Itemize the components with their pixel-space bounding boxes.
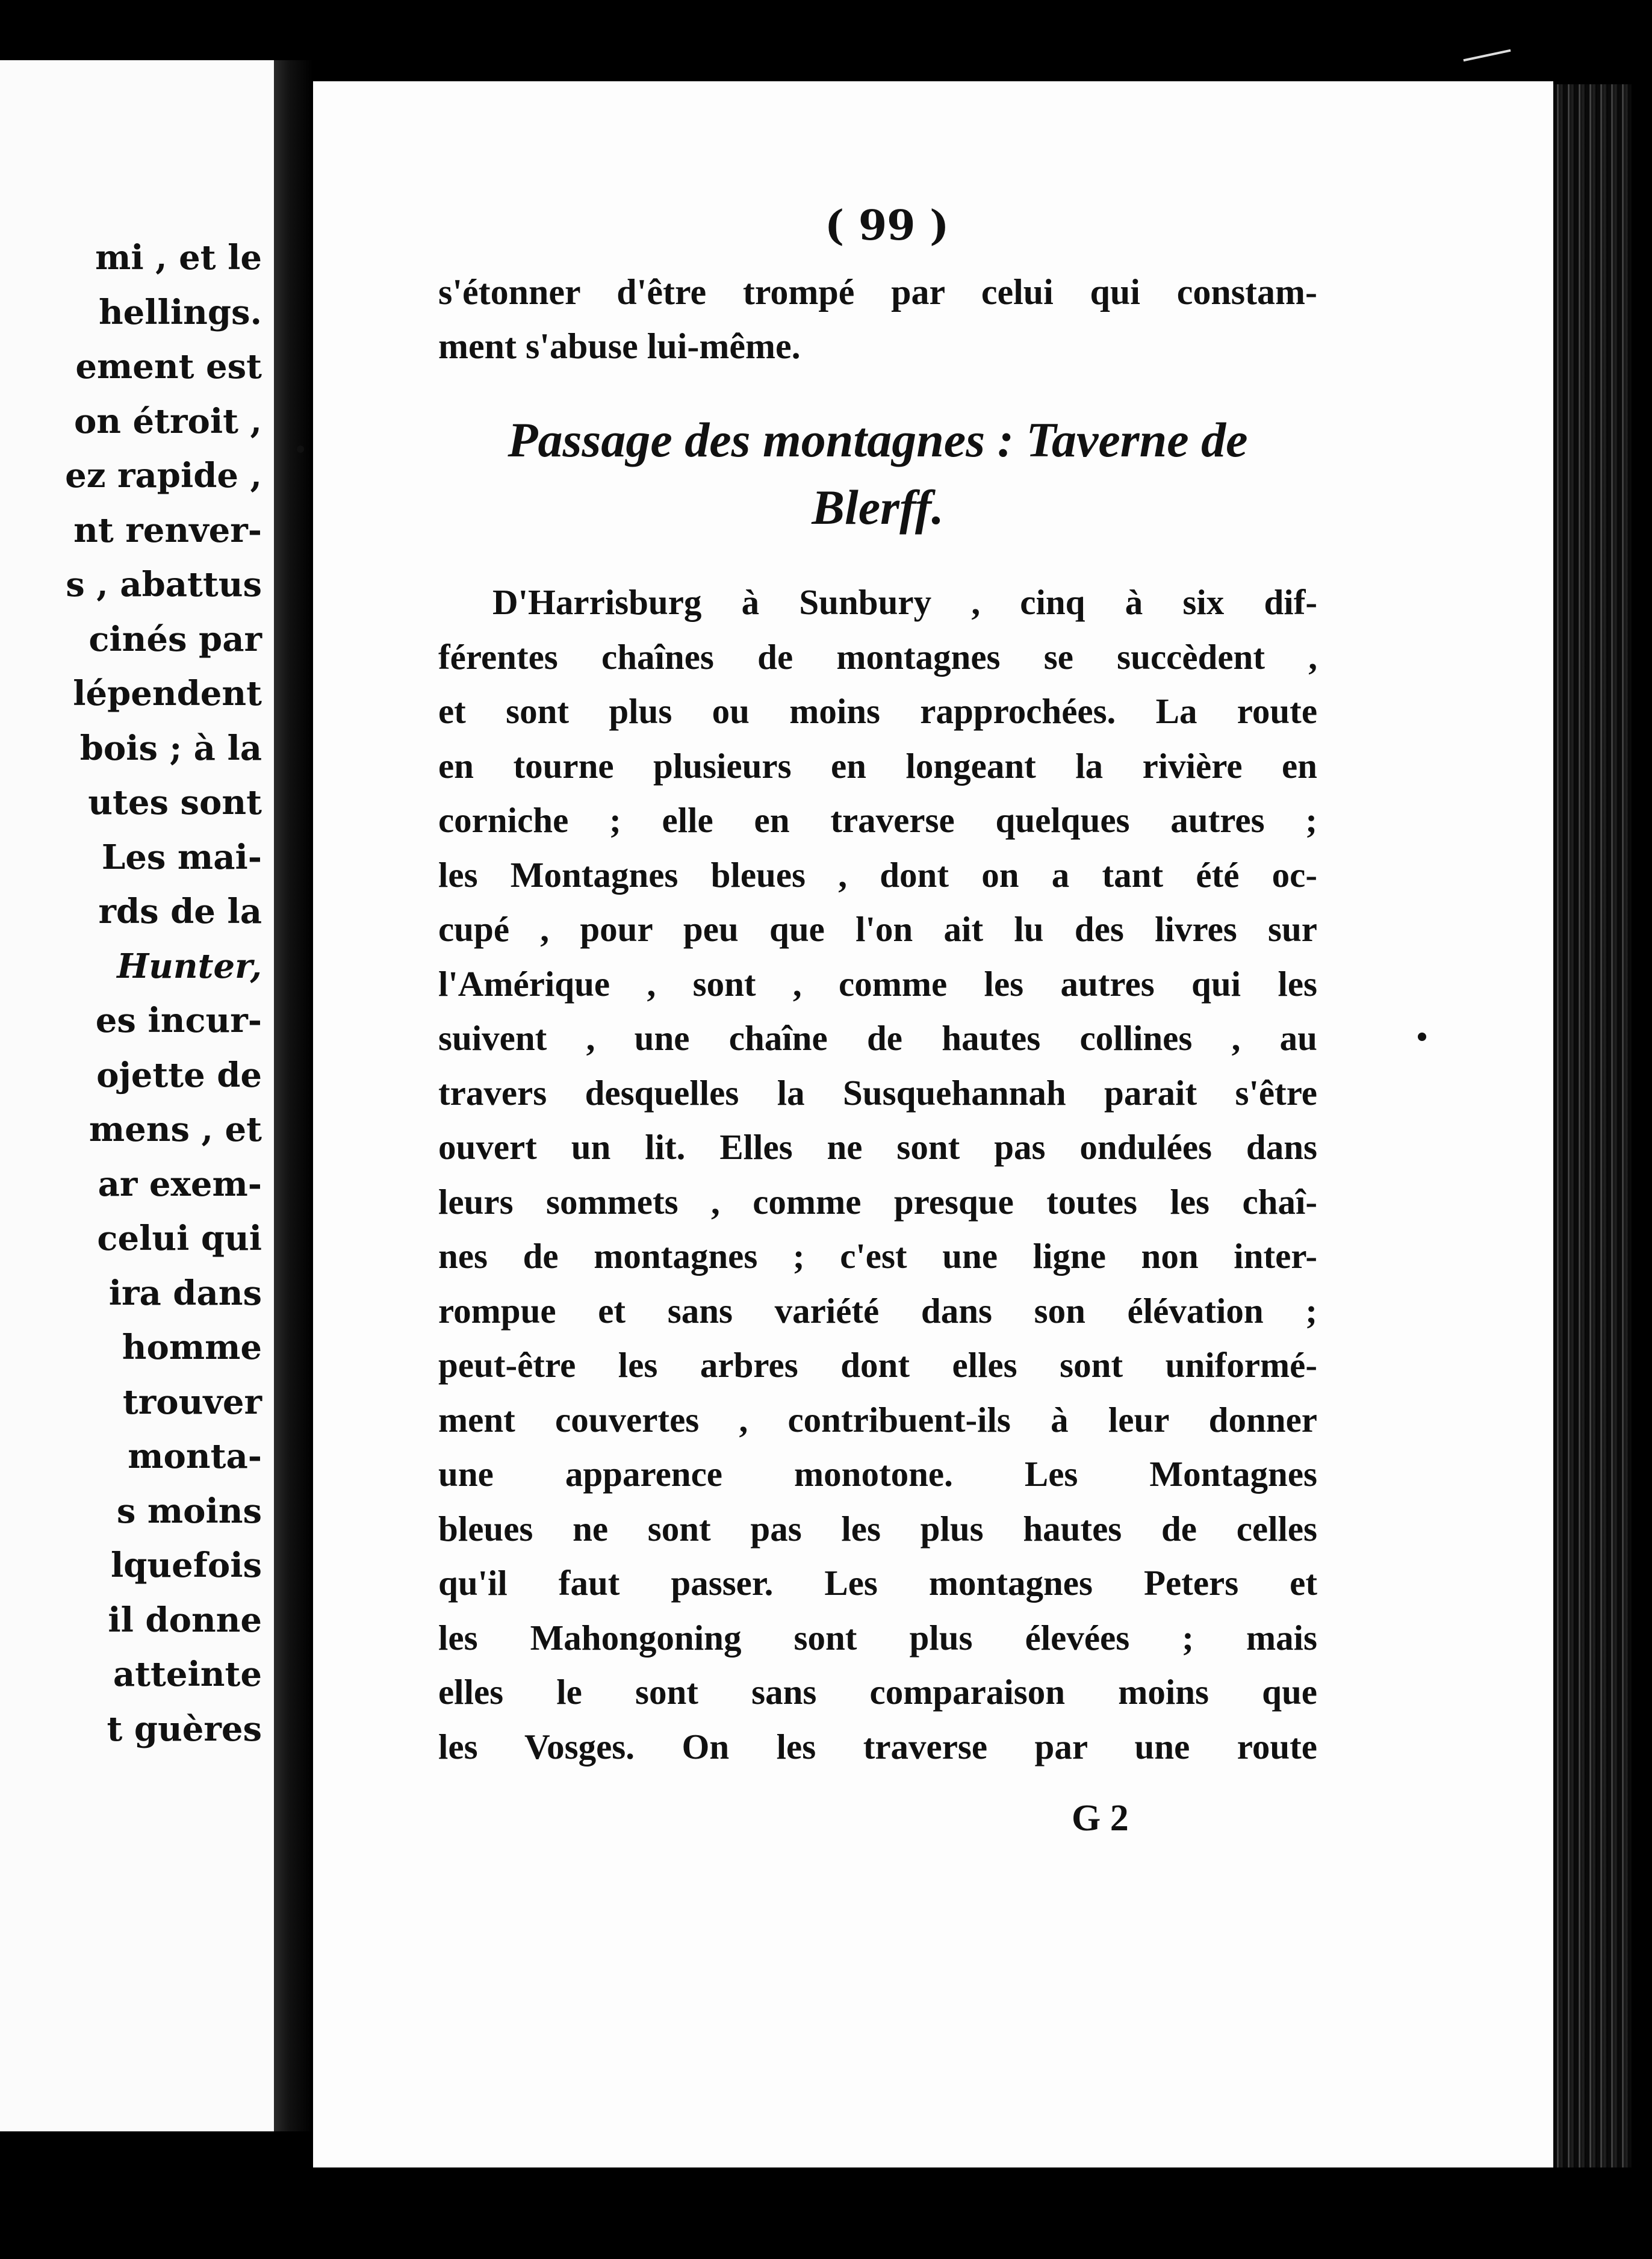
left-page-line: trouver bbox=[122, 1382, 262, 1422]
text-line: D'Harrisburg à Sunbury , cinq à six dif- bbox=[492, 582, 1317, 622]
heading-line: Passage des montagnes : Taverne de bbox=[508, 412, 1248, 467]
left-page-line: s , abattus bbox=[66, 565, 262, 604]
text-line: bleues ne sont pas les plus hautes de celles bbox=[438, 1508, 1317, 1549]
text-line: s'étonner d'être trompé par celui qui constam- bbox=[438, 272, 1317, 312]
text-line: une apparence monotone. Les Montagnes bbox=[438, 1454, 1317, 1494]
text-line: les Mahongoning sont plus élevées ; mais bbox=[438, 1617, 1317, 1658]
left-page-line: es incur- bbox=[95, 1001, 262, 1040]
text-line: ment s'abuse lui-même. bbox=[438, 326, 801, 366]
carryover-text bbox=[438, 265, 1317, 373]
left-page-line: ement est bbox=[75, 347, 262, 387]
signature-mark: G 2 bbox=[1072, 1798, 1129, 1839]
section-heading bbox=[438, 406, 1317, 541]
paragraph bbox=[438, 575, 1317, 1774]
left-page-line: ojette de bbox=[96, 1055, 262, 1095]
text-line: leurs sommets , comme presque toutes les chaî- bbox=[438, 1181, 1317, 1222]
text-line: cupé , pour peu que l'on ait lu des livres sur bbox=[438, 909, 1317, 949]
ink-speck bbox=[1418, 1033, 1426, 1041]
text-line: corniche ; elle en traverse quelques autres ; bbox=[438, 800, 1317, 840]
left-page bbox=[0, 60, 274, 2131]
text-line: l'Amérique , sont , comme les autres qui les bbox=[438, 963, 1317, 1004]
text-line: les Vosges. On les traverse par une route bbox=[438, 1726, 1317, 1766]
left-page-line: bois ; à la bbox=[79, 728, 262, 768]
left-page-line: homme bbox=[122, 1328, 262, 1367]
left-page-line: Les mai- bbox=[101, 837, 262, 877]
text-line: suivent , une chaîne de hautes collines , au bbox=[438, 1018, 1317, 1058]
left-page-line: mens , et bbox=[88, 1110, 262, 1149]
text-line: rompue et sans variété dans son élévation ; bbox=[438, 1290, 1317, 1331]
left-page-line: rds de la bbox=[98, 892, 262, 931]
text-line: qu'il faut passer. Les montagnes Peters et bbox=[438, 1563, 1317, 1603]
text-line: peut-être les arbres dont elles sont uniformé- bbox=[438, 1345, 1317, 1385]
page-number: ( 99 ) bbox=[825, 202, 949, 250]
text-line: ment couvertes , contribuent-ils à leur donner bbox=[438, 1399, 1317, 1440]
left-page-line: s moins bbox=[116, 1491, 262, 1531]
page-edge bbox=[1553, 84, 1632, 2167]
text-line: travers desquelles la Susquehannah parait s'être bbox=[438, 1072, 1317, 1113]
left-page-line: cinés par bbox=[88, 619, 262, 659]
left-page-line: utes sont bbox=[88, 783, 262, 822]
left-page-line: celui qui bbox=[97, 1219, 262, 1258]
text-line: elles le sont sans comparaison moins que bbox=[438, 1672, 1317, 1712]
text-line: nes de montagnes ; c'est une ligne non inter- bbox=[438, 1236, 1317, 1276]
scan-mark bbox=[1463, 49, 1511, 62]
left-page-line: ira dans bbox=[108, 1273, 262, 1313]
left-page-line: ez rapide , bbox=[65, 456, 262, 496]
left-page-line: ar exem- bbox=[98, 1164, 262, 1204]
left-page-line: mi , et le bbox=[95, 238, 262, 278]
left-page-line: atteinte bbox=[113, 1655, 262, 1694]
ink-speck bbox=[297, 446, 304, 453]
left-page-line: il donne bbox=[108, 1600, 262, 1640]
heading-line: Blerff. bbox=[812, 480, 944, 535]
text-line: et sont plus ou moins rapprochées. La route bbox=[438, 691, 1317, 731]
left-page-line: Hunter, bbox=[117, 946, 262, 986]
left-page-line: on étroit , bbox=[73, 401, 262, 441]
left-page-line: t guères bbox=[107, 1709, 262, 1749]
left-page-line: nt renver- bbox=[73, 510, 262, 550]
text-line: les Montagnes bleues , dont on a tant été oc- bbox=[438, 854, 1317, 895]
book-gutter bbox=[274, 60, 313, 2131]
left-page-line: lépendent bbox=[73, 674, 262, 713]
text-line: ouvert un lit. Elles ne sont pas ondulées dans bbox=[438, 1127, 1317, 1167]
left-page-line: hellings. bbox=[98, 292, 262, 332]
text-line: férentes chaînes de montagnes se succèdent , bbox=[438, 636, 1317, 677]
text-line: en tourne plusieurs en longeant la rivière en bbox=[438, 745, 1317, 786]
left-page-line: monta- bbox=[128, 1437, 262, 1476]
left-page-line: lquefois bbox=[110, 1546, 262, 1585]
